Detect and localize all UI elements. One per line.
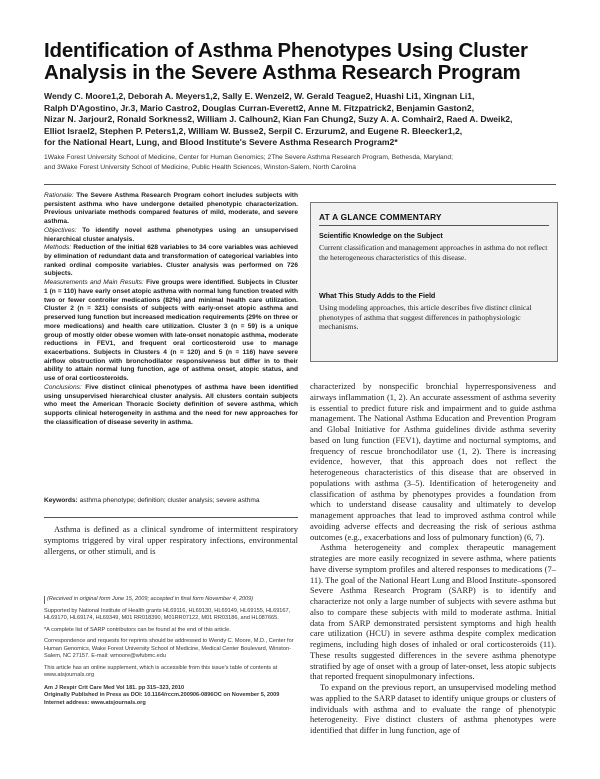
footnotes <box>44 596 298 707</box>
abstract-text: The Severe Asthma Research Program cohort includes subjects with persistent asthma who have undergone detailed phenotypic characterization. Previous univariate methods compared features of mild, moderate, and severe asthma. <box>44 192 298 226</box>
funding-note: Supported by National Institute of Health grants HL69116, HL69130, HL69149, HL69155, HL69167, HL69170, HL69174, HL69349, M01 RR018390, M01RR07122, M01 RR03186, and HL087665. <box>44 607 291 621</box>
abstract-text: To identify novel asthma phenotypes using an unsupervised hierarchical cluster analysis. <box>44 226 299 243</box>
correspondence-note: Correspondence and requests for reprints should be addressed to Wendy C. Moore, M.D., Center for Human Genomics, Wake Forest University School of Medicine, Medical Center Boulevard, Winston-Salem, NC 27157. E-mail: wmoore@wfubmc.edu <box>44 638 294 659</box>
abstract-divider <box>44 517 298 518</box>
author-line: for the National Heart, Lung, and Blood Institute's Severe Asthma Research Program2* <box>44 137 398 148</box>
citation-line: Internet address: www.atsjournals.org <box>44 699 146 706</box>
body-paragraph: characterized by nonspecific bronchial hyperresponsiveness and airways inflammation (1, 2). An accurate assessment of asthma severity is essential to predict future risk and impairment and to guide asthma management. The National Asthma Education and Prevention Program and Global Initiative for Asthma guidelines divide asthma severity based on lung function (FEV1), daytime and nocturnal symptoms, and frequency of rescue bronchodilator use (1, 2). There is increasing evidence, however, that this approach does not reflect the heterogeneous characteristics of this disease that are observed in populations with asthma (3–5). Identification of heterogeneity and classification of asthma by phenotypes provides a foundation from which to understand disease causality and ultimately to develop management approaches that lead to improved asthma control while avoiding adverse effects and decreasing the risk of serious asthma outcomes (e.g., exacerbations and loss of pulmonary function) (6, 7). <box>310 381 556 542</box>
abstract-paragraph <box>44 244 298 279</box>
author-line: Ralph D'Agostino, Jr.3, Mario Castro2, Douglas Curran-Everett2, Anne M. Fitzpatrick2, Benjamin Gaston2, <box>44 102 475 113</box>
body-right-column <box>310 381 556 736</box>
abstract-text: Five groups were identified. Subjects in Cluster 1 (n = 110) have early onset atopic asthma with normal lung function treated with two or fewer controller medications (82%) and minimal health care utilization. Cluster 2 (n = 321) consists of subjects with early-onset atopic asthma and preserved lung function but increased medication requirements (29% on three or more medications) and health care utilization. Cluster 3 (n = 59) is a unique group of mostly older obese women with late-onset nonatopic asthma, moderate reductions in FEV1, and frequent oral corticosteroid use to manage exacerbations. Subjects in Clusters 4 (n = 120) and 5 (n = 116) have severe airflow obstruction with bronchodilator responsiveness but differ in to their ability to attain normal lung function, age of asthma onset, atopic status, and use of oral corticosteroids. <box>44 279 298 383</box>
contributors-note: *A complete list of SARP contributors can be found at the end of this article. <box>44 626 231 633</box>
body-paragraph: Asthma heterogeneity and complex therapeutic management strategies are more easily recognized in severe asthma, where patients have diverse symptom profiles and altered responses to medications (7–11). The goal of the National Heart Lung and Blood Institute–sponsored Severe Asthma Research Program (SARP) is to identify and characterize not only a large number of subjects with severe asthma but also to compare these subjects with mild to moderate asthma. Initial data from SARP demonstrated persistent symptoms and high health care utilization (HCU) in severe asthma despite complex medication regimens, including high doses of inhaled or oral corticosteroids (11). These results suggested differences in the severe asthma phenotype stratified by age of onset with a group of later-onset, less atopic subjects that reported frequent sinopulmonary infections. <box>310 542 556 682</box>
glance-text: Using modeling approaches, this article describes five distinct clinical phenotypes of asthma that suggest differences in pathophysiologic mechanisms. <box>319 303 532 331</box>
supplement-note: This article has an online supplement, which is accessible from this issue's table of contents at www.atsjournals.org <box>44 664 278 678</box>
abstract-paragraph <box>44 227 298 244</box>
abstract-heading: Measurements and Main Results: <box>44 279 144 287</box>
journal-citation <box>44 685 298 708</box>
abstract-heading: Rationale: <box>44 192 74 199</box>
abstract-paragraph <box>44 384 298 428</box>
glance-divider <box>319 225 549 226</box>
abstract-paragraph <box>44 192 298 227</box>
header-divider <box>44 184 556 185</box>
glance-text: Current classification and management approaches in asthma do not reflect the heterogeneous characteristics of this disease. <box>319 243 548 262</box>
author-line: Wendy C. Moore1,2, Deborah A. Meyers1,2, Sally E. Wenzel2, W. Gerald Teague2, Huashi Li1, Xingnan Li1, <box>44 91 475 101</box>
abstract-paragraph <box>44 279 298 384</box>
keywords-label: Keywords: <box>44 497 78 504</box>
author-line: Elliot Israel2, Stephen P. Peters1,2, William W. Busse2, Serpil C. Erzurum2, and Eugene R. Bleecker1,2, <box>44 125 463 136</box>
body-paragraph: To expand on the previous report, an unsupervised modeling method was applied to the SARP dataset to identify unique groups or clusters of individuals with asthma and to evaluate the range of phenotypic heterogeneity. Five distinct clusters of asthma phenotypes were identified that differ in lung function, age of <box>310 682 556 735</box>
citation-line: Am J Respir Crit Care Med Vol 181. pp 315–323, 2010 <box>44 684 185 691</box>
abstract-text: Five distinct clinical phenotypes of asthma have been identified using unsupervised hierarchical cluster analysis. All clusters contain subjects who meet the American Thoracic Society definition of severe asthma, which supports clinical heterogeneity in asthma and the need for new approaches for the classification of disease severity in asthma. <box>44 383 298 426</box>
intro-paragraph: Asthma is defined as a clinical syndrome of intermittent respiratory symptoms triggered by viral upper respiratory infections, environmental allergens, or other stimuli, and is <box>44 524 298 556</box>
citation-line: Originally Published in Press as DOI: 10.1164/rccm.200906-0896OC on November 5, 2009 <box>44 692 280 698</box>
author-list <box>44 91 564 149</box>
article-title: Identification of Asthma Phenotypes Using Cluster Analysis in the Severe Asthma Research Program <box>44 39 528 84</box>
keywords <box>44 497 298 506</box>
abstract-heading: Methods: <box>44 244 72 252</box>
keywords-text: asthma phenotype; definition; cluster analysis; severe asthma <box>79 497 260 504</box>
abstract-heading: Conclusions: <box>44 383 82 391</box>
affiliation-line: 1Wake Forest University School of Medicine, Center for Human Genomics; 2The Severe Asthma Research Program, Bethesda, Maryland; <box>44 154 453 161</box>
affiliation-line: and 3Wake Forest University School of Medicine, Public Health Sciences, Winston-Salem, North Carolina <box>44 163 356 171</box>
glance-heading: Scientific Knowledge on the Subject <box>319 231 443 240</box>
at-a-glance-box <box>310 202 558 362</box>
abstract-text: Reduction of the initial 628 variables to 34 core variables was achieved by elimination of redundant data and transformation of categorical variables into ranked ordinal composite variables. Cluster analysis was performed on 726 subjects. <box>44 244 298 278</box>
author-line: Nizar N. Jarjour2, Ronald Sorkness2, William J. Calhoun2, Kian Fan Chung2, Suzy A. A. Comhair2, Raed A. Dweik2, <box>44 114 513 125</box>
abstract-heading: Objectives: <box>44 226 77 234</box>
received-dates: (Received in original form June 15, 2009; accepted in final form November 4, 2009) <box>44 596 298 604</box>
affiliations <box>44 153 564 172</box>
glance-title: AT A GLANCE COMMENTARY <box>319 212 442 222</box>
abstract <box>44 192 298 427</box>
glance-heading: What This Study Adds to the Field <box>319 291 436 300</box>
